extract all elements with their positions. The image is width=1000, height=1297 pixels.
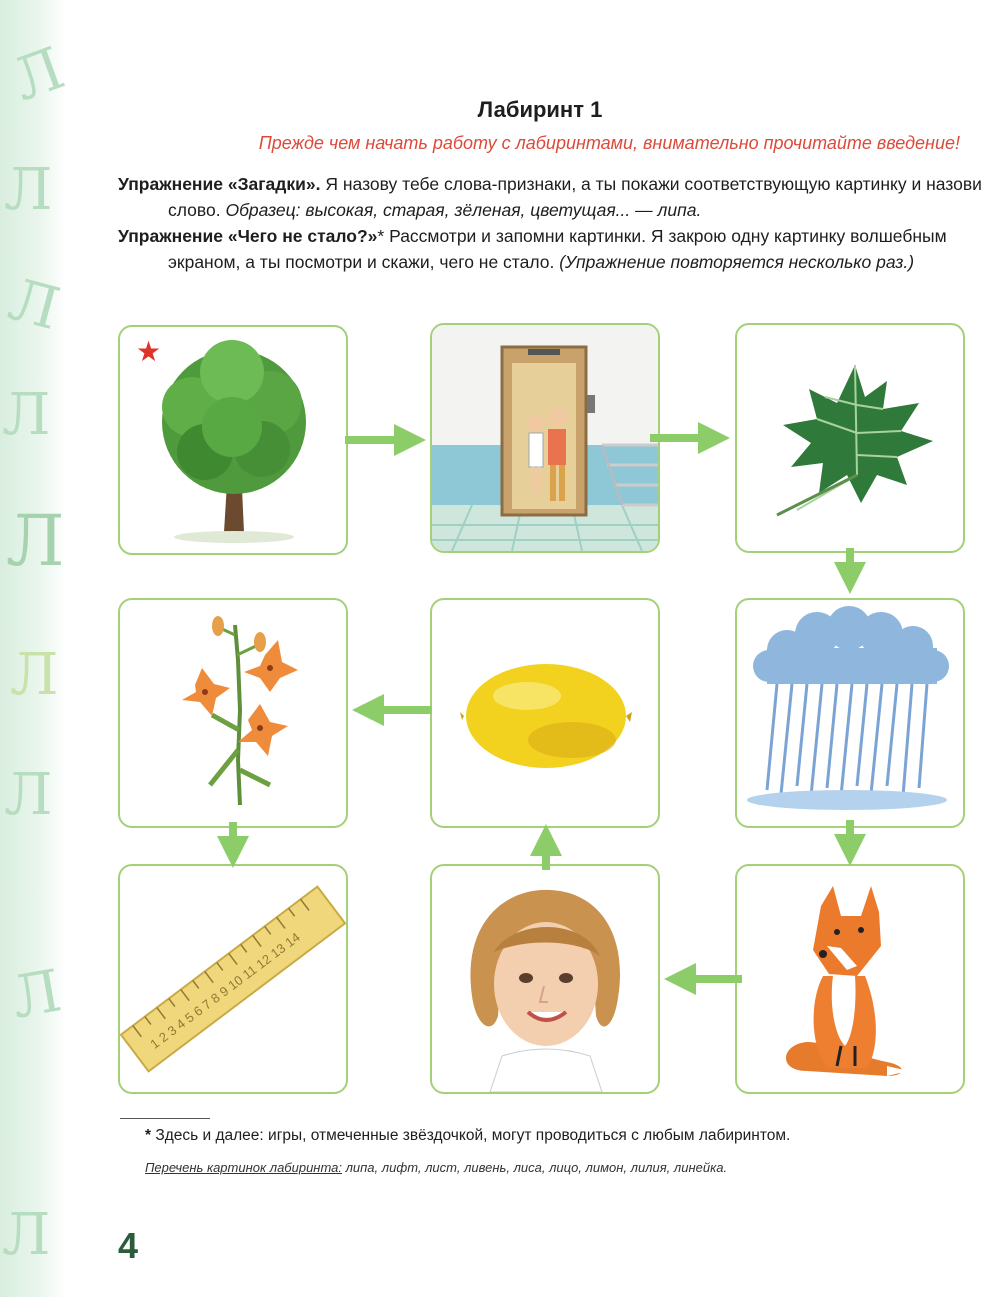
side-letter: Л xyxy=(2,380,51,448)
ruler-icon xyxy=(120,866,346,1092)
instruction-subtitle: Прежде чем начать работу с лабиринтами, внимательно прочитайте введение! xyxy=(258,133,960,153)
exercise-riddles xyxy=(118,171,1000,223)
side-letter: Л xyxy=(2,264,67,344)
side-letter: Л xyxy=(2,1200,51,1268)
card-elevator[interactable] xyxy=(430,323,660,553)
card-ruler[interactable] xyxy=(118,864,348,1094)
picture-list-label: Перечень картинок лабиринта: xyxy=(145,1160,342,1175)
page-title: Лабиринт 1 xyxy=(477,97,603,122)
footnote xyxy=(145,1127,790,1145)
card-lily[interactable] xyxy=(118,598,348,828)
card-linden-tree[interactable] xyxy=(118,325,348,555)
footnote-star: * xyxy=(145,1127,152,1144)
side-letter: Л xyxy=(6,500,65,582)
decorative-side-strip xyxy=(0,0,73,1297)
start-star-icon: ★ xyxy=(136,336,162,367)
fox-icon xyxy=(737,866,963,1092)
page-number: 4 xyxy=(118,1225,139,1266)
girl-face-icon xyxy=(432,866,658,1092)
footnote-divider xyxy=(120,1118,210,1119)
card-leaf[interactable] xyxy=(735,323,965,553)
exercise-missing-star: * xyxy=(377,226,385,246)
sample-label: Образец: xyxy=(225,200,301,220)
side-letter: Л xyxy=(10,640,59,708)
exercise-whats-missing xyxy=(118,223,1000,275)
exercise-missing-name: Упражнение «Чего не стало?» xyxy=(118,226,378,246)
card-girl-face[interactable] xyxy=(430,864,660,1094)
exercise-missing-note: (Упражнение повторяется несколько раз.) xyxy=(559,252,915,272)
exercise-riddles-name: Упражнение «Загадки». xyxy=(118,174,321,194)
lemon-icon xyxy=(432,600,658,826)
footnote-text: Здесь и далее: игры, отмеченные звёздочкой, могут проводиться с любым лабиринтом. xyxy=(151,1127,791,1144)
elevator-icon xyxy=(432,325,658,551)
side-letter: Л xyxy=(6,956,66,1032)
card-rain-cloud[interactable] xyxy=(735,598,965,828)
ruler-digits: 1 2 3 4 5 6 7 8 9 10 11 12 13 14 xyxy=(147,929,303,1052)
sample-text: высокая, старая, зёленая, цветущая... — липа. xyxy=(300,200,702,220)
side-letter: Л xyxy=(4,760,53,828)
picture-list-items: липа, лифт, лист, ливень, лиса, лицо, лимон, лилия, линейка. xyxy=(341,1160,728,1175)
side-letter: Л xyxy=(4,155,53,223)
leaf-icon xyxy=(737,325,963,551)
exercise-riddles-text: Я назову тебе слова-признаки, а ты покажи соответствующую картинку и назови слово. xyxy=(168,174,982,220)
rain-cloud-icon xyxy=(737,600,963,826)
lily-flower-icon xyxy=(120,600,346,826)
side-letter: Л xyxy=(3,33,73,115)
picture-list xyxy=(145,1160,727,1175)
exercise-missing-text: Рассмотри и запомни картинки. Я закрою одну картинку волшебным экраном, а ты посмотри и скажи, чего не стало. xyxy=(168,226,947,272)
card-fox[interactable] xyxy=(735,864,965,1094)
card-lemon[interactable] xyxy=(430,598,660,828)
